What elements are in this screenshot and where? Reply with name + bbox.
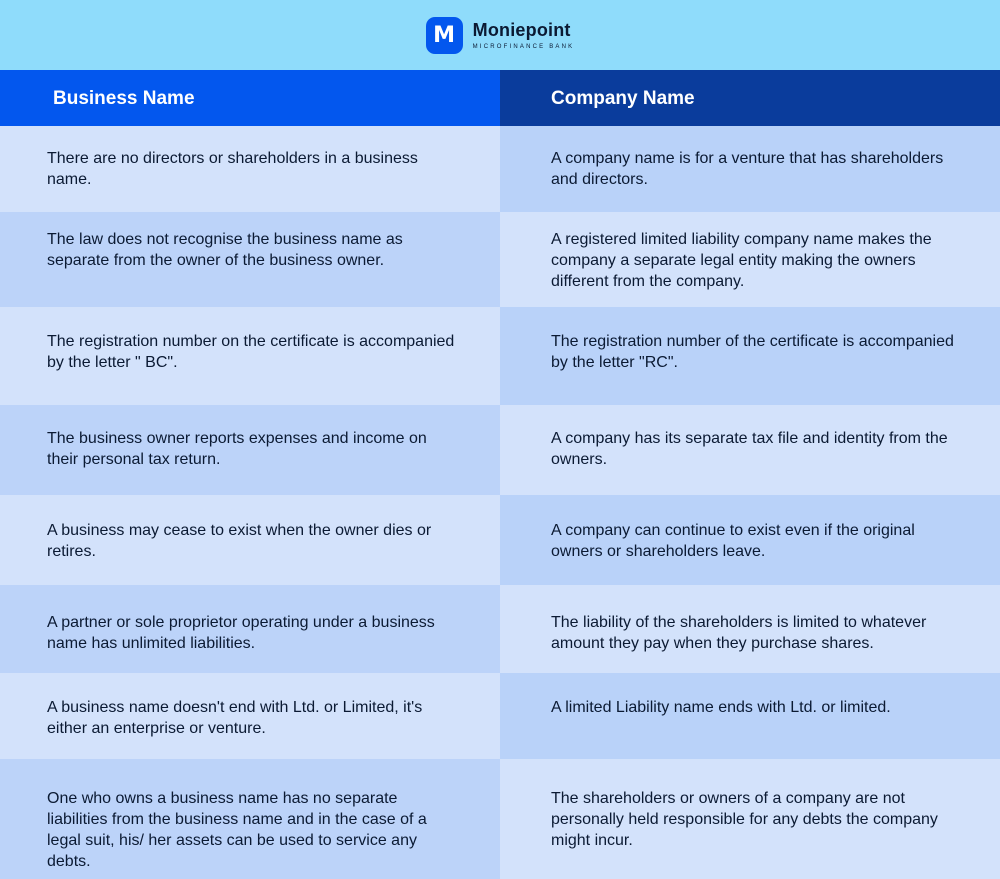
business-name-cell: One who owns a business name has no separate liabilities from the business name and in the case of a legal suit, his/ her assets can be used to service any debts. [0,759,500,879]
company-name-cell: The liability of the shareholders is limited to whatever amount they pay when they purchase shares. [500,585,1000,673]
header-business-name: Business Name [0,70,500,126]
business-name-cell: A business name doesn't end with Ltd. or Limited, it's either an enterprise or venture. [0,673,500,759]
business-name-cell: A partner or sole proprietor operating under a business name has unlimited liabilities. [0,585,500,673]
brand-subtitle: MICROFINANCE BANK [472,43,575,50]
table-row [0,307,1000,405]
company-name-cell: A company can continue to exist even if the original owners or shareholders leave. [500,495,1000,585]
company-name-cell: The shareholders or owners of a company are not personally held responsible for any debts the company might incur. [500,759,1000,879]
table-row [0,495,1000,585]
table-row [0,405,1000,495]
business-name-cell: A business may cease to exist when the owner dies or retires. [0,495,500,585]
business-name-cell: The business owner reports expenses and income on their personal tax return. [0,405,500,495]
brand-logo-icon: M [426,17,463,54]
company-name-cell: A company name is for a venture that has shareholders and directors. [500,126,1000,212]
table-row [0,673,1000,759]
brand-logo-text [473,21,575,50]
table-row [0,759,1000,879]
business-name-cell: The registration number on the certificate is accompanied by the letter " BC". [0,307,500,405]
header-company-name: Company Name [500,70,1000,126]
table-row [0,212,1000,307]
table-header-row [0,70,1000,126]
company-name-cell: A company has its separate tax file and identity from the owners. [500,405,1000,495]
brand-name: Moniepoint [472,19,571,40]
company-name-cell: A registered limited liability company name makes the company a separate legal entity making the owners different from the company. [500,212,1000,307]
company-name-cell: The registration number of the certificate is accompanied by the letter "RC". [500,307,1000,405]
business-name-cell: There are no directors or shareholders in a business name. [0,126,500,212]
table-row [0,126,1000,212]
brand-logo [426,17,575,54]
comparison-table [0,70,1000,879]
brand-header [0,0,1000,70]
table-row [0,585,1000,673]
company-name-cell: A limited Liability name ends with Ltd. or limited. [500,673,1000,759]
business-name-cell: The law does not recognise the business name as separate from the owner of the business owner. [0,212,500,307]
